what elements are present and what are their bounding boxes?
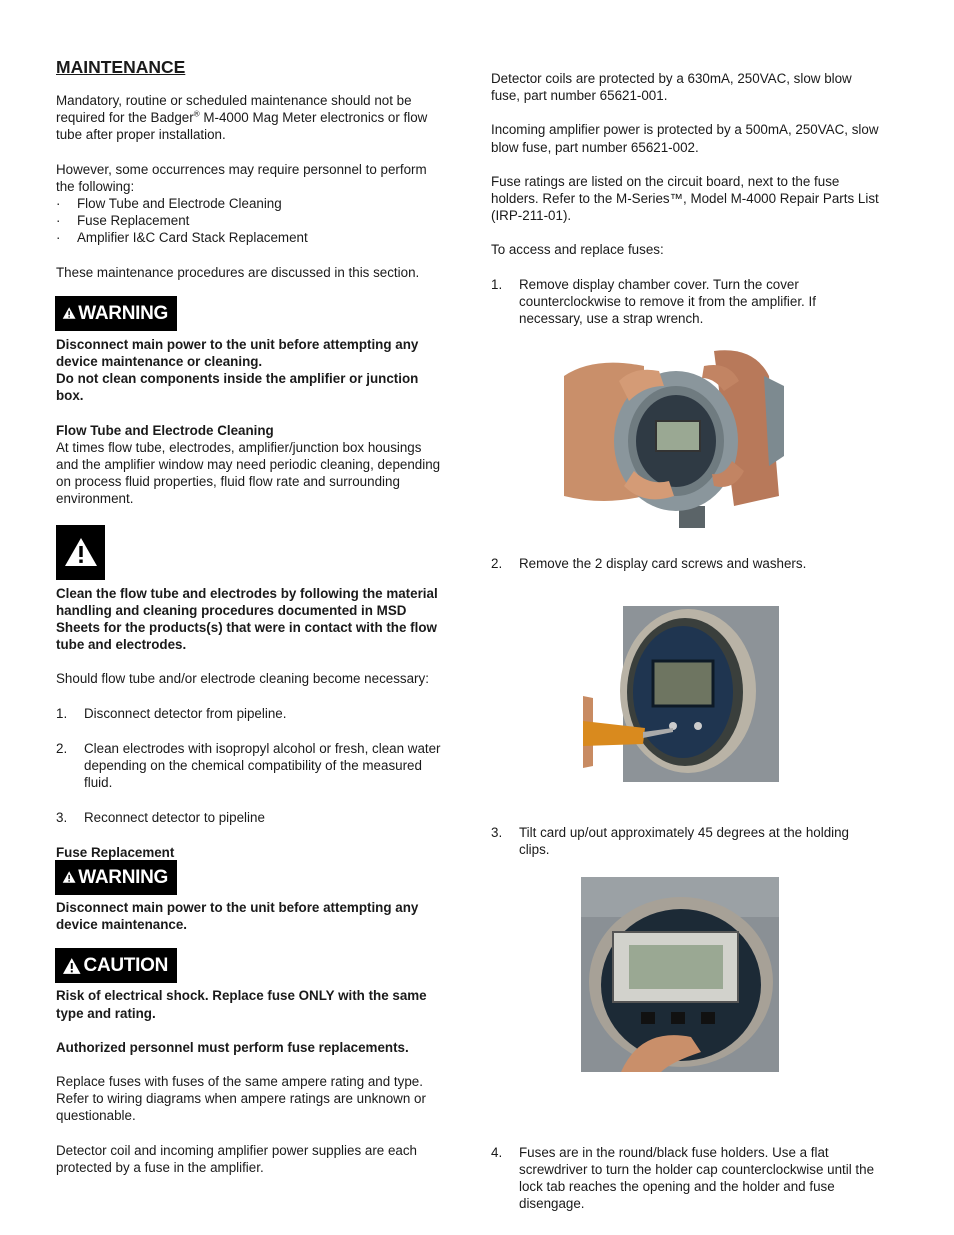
fuse-step bbox=[491, 555, 881, 572]
fuse-step bbox=[491, 824, 881, 858]
step-number: 1. bbox=[491, 276, 503, 292]
list-item: · Fuse Replacement bbox=[56, 212, 446, 229]
list-item: · Amplifier I&C Card Stack Replacement bbox=[56, 229, 446, 246]
photo-remove-screws bbox=[583, 606, 779, 782]
warning-triangle-icon bbox=[62, 957, 82, 975]
cleaning-paragraph-1: At times flow tube, electrodes, amplifier/junction box housings and the amplifier window may need periodic cleaning, depending on process fluid properties, fluid flow rate and surrounding environment. bbox=[56, 439, 441, 507]
fuse-step bbox=[491, 276, 881, 328]
step-number: 3. bbox=[56, 810, 68, 826]
registered-mark: ® bbox=[193, 109, 200, 119]
right-paragraph-3: Fuse ratings are listed on the circuit board, next to the fuse holders. Refer to the M-Series™, Model M-4000 Repair Parts List (IRP-211-01). bbox=[491, 173, 879, 224]
right-paragraph-1: Detector coils are protected by a 630mA, 250VAC, slow blow fuse, part number 65621-001. bbox=[491, 71, 852, 104]
caution-icon-box bbox=[56, 525, 105, 580]
warning-triangle-icon bbox=[62, 868, 76, 886]
warning-label: WARNING bbox=[78, 302, 168, 324]
intro-paragraph-1 bbox=[56, 92, 446, 144]
authorized-text: Authorized personnel must perform fuse replacements. bbox=[56, 1039, 409, 1055]
intro-paragraph-3: These maintenance procedures are discussed in this section. bbox=[56, 264, 420, 280]
maintenance-list bbox=[56, 195, 446, 247]
caution-label: CAUTION bbox=[83, 955, 168, 977]
right-paragraph-2: Incoming amplifier power is protected by a 500mA, 250VAC, slow blow fuse, part number 65621-002. bbox=[491, 122, 879, 155]
step-number: 1. bbox=[56, 705, 68, 721]
warning-label: WARNING bbox=[78, 866, 168, 888]
left-column bbox=[56, 56, 446, 1176]
intro-text-a: Mandatory, routine or scheduled maintenance should not be required for the Badger bbox=[56, 93, 412, 126]
step-text: Clean electrodes with isopropyl alcohol or fresh, clean water depending on the chemical compatibility of the measured fluid. bbox=[84, 740, 441, 791]
step-number: 4. bbox=[491, 1144, 503, 1160]
step-text: Fuses are in the round/black fuse holders. Use a flat screwdriver to turn the holder cap counterclockwise until the lock tab reaches the opening and the holder and fuse disengage. bbox=[519, 1144, 875, 1212]
caution-badge bbox=[56, 949, 176, 982]
step-text: Disconnect detector from pipeline. bbox=[84, 705, 287, 721]
cleaning-step bbox=[56, 740, 446, 792]
fuse-paragraph-1: Replace fuses with fuses of the same ampere rating and type. Refer to wiring diagrams when ampere ratings are unknown or questionable. bbox=[56, 1073, 426, 1124]
warning-text-3: Disconnect main power to the unit before attempting any device maintenance. bbox=[56, 899, 419, 933]
list-item: · Flow Tube and Electrode Cleaning bbox=[56, 195, 446, 212]
cleaning-heading: Flow Tube and Electrode Cleaning bbox=[56, 422, 274, 438]
cleaning-step bbox=[56, 809, 446, 826]
fuse-paragraph-2: Detector coil and incoming amplifier power supplies are each protected by a fuse in the amplifier. bbox=[56, 1142, 417, 1175]
fuse-step bbox=[491, 1144, 881, 1213]
photo-tilt-card bbox=[581, 877, 779, 1072]
warning-badge bbox=[56, 861, 176, 894]
caution-text-2: Risk of electrical shock. Replace fuse ONLY with the same type and rating. bbox=[56, 988, 427, 1021]
caution-text: Clean the flow tube and electrodes by following the material handling and cleaning procedures documented in MSD Sheets for the products(s) that were in contact with the flow tube and electrodes. bbox=[56, 585, 438, 653]
section-heading: MAINTENANCE bbox=[56, 57, 186, 77]
cleaning-step bbox=[56, 705, 446, 722]
step-text: Remove display chamber cover. Turn the cover counterclockwise to remove it from the amplifier. If necessary, use a strap wrench. bbox=[519, 276, 816, 327]
right-column bbox=[491, 70, 881, 327]
step-text: Tilt card up/out approximately 45 degrees at the holding clips. bbox=[519, 825, 850, 858]
step-number: 2. bbox=[491, 556, 503, 571]
right-paragraph-4: To access and replace fuses: bbox=[491, 242, 664, 258]
step-text: Reconnect detector to pipeline bbox=[84, 810, 265, 826]
intro-paragraph-2: However, some occurrences may require personnel to perform the following: bbox=[56, 161, 427, 194]
exclamation-triangle-icon bbox=[63, 536, 99, 568]
step-text: Remove the 2 display card screws and washers. bbox=[519, 556, 807, 571]
warning-triangle-icon bbox=[62, 304, 76, 322]
photo-remove-cover bbox=[564, 346, 784, 528]
step-number: 3. bbox=[491, 825, 503, 841]
warning-text-2: Do not clean components inside the amplifier or junction box. bbox=[56, 371, 419, 404]
step-number: 2. bbox=[56, 740, 68, 756]
fuse-heading: Fuse Replacement bbox=[56, 844, 175, 860]
warning-badge bbox=[56, 297, 176, 330]
intro-text-b: M-4000 Mag Meter electronics or flow tube after proper installation. bbox=[56, 110, 428, 143]
cleaning-paragraph-2: Should flow tube and/or electrode cleaning become necessary: bbox=[56, 671, 429, 687]
warning-text-1: Disconnect main power to the unit before attempting any device maintenance or cleaning. bbox=[56, 336, 419, 370]
